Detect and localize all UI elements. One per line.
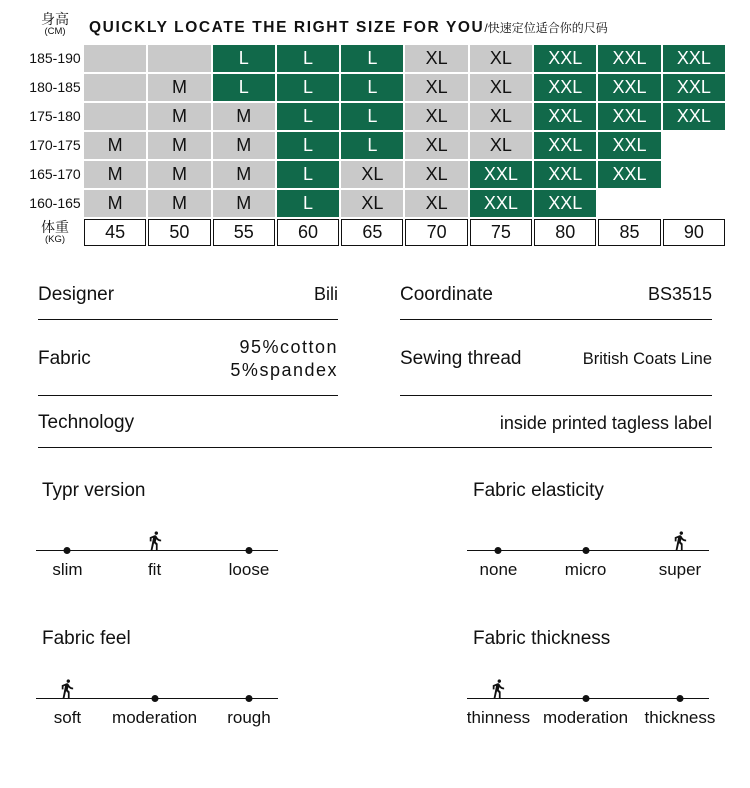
slider-option-label: thickness (644, 708, 716, 728)
size-cell: L (341, 45, 403, 72)
slider-labels (36, 560, 278, 584)
height-range-label: 165-170 (29, 166, 81, 183)
slider-title: Typr version (42, 480, 146, 502)
height-range-label: 175-180 (29, 108, 81, 125)
slider-track (36, 676, 278, 702)
slider-dot (582, 547, 589, 554)
size-cell (598, 190, 660, 217)
spec-coordinate-value: BS3515 (647, 284, 712, 305)
size-chart-section (28, 10, 725, 246)
size-cell: XL (470, 45, 532, 72)
height-range-label: 160-165 (29, 195, 81, 212)
size-cell: XXL (534, 132, 596, 159)
spec-fabric-value-line2: 5%spandex (230, 360, 338, 381)
size-cell (663, 190, 725, 217)
size-cell (663, 132, 725, 159)
size-cell: XXL (470, 161, 532, 188)
size-cell: M (213, 161, 275, 188)
slider-option-label: moderation (543, 708, 629, 728)
size-cell: M (213, 132, 275, 159)
spec-technology-value: inside printed tagless label (499, 412, 712, 433)
size-cell: L (341, 103, 403, 130)
slider-track (36, 528, 278, 554)
size-cell: L (213, 45, 275, 72)
weight-cell: 45 (84, 219, 146, 246)
spec-coordinate (400, 280, 712, 320)
slider-option-label: slim (52, 560, 83, 580)
spec-fabric-value-line1: 95%cotton (239, 336, 338, 357)
size-cell: L (213, 74, 275, 101)
size-cell: XL (405, 132, 467, 159)
size-cell: XXL (663, 103, 725, 130)
weight-cell: 90 (663, 219, 725, 246)
slider-option-label: none (479, 560, 518, 580)
size-grid (28, 45, 725, 246)
size-cell: M (84, 161, 146, 188)
size-cell: L (277, 190, 339, 217)
size-chart-row (28, 190, 725, 217)
size-cell: M (148, 190, 210, 217)
slider-dot (495, 547, 502, 554)
specs-section (38, 280, 712, 449)
size-cell: XXL (534, 190, 596, 217)
size-cell: M (148, 74, 210, 101)
size-cell (84, 103, 146, 130)
size-chart-row (28, 161, 725, 188)
size-cell: XXL (598, 74, 660, 101)
size-cell: XL (470, 74, 532, 101)
weight-cell: 55 (213, 219, 275, 246)
slider-option-label: super (658, 560, 702, 580)
size-cell: XL (470, 103, 532, 130)
weight-cell: 65 (341, 219, 403, 246)
size-cell: L (341, 74, 403, 101)
slider-dot (245, 695, 252, 702)
size-cell: XL (405, 161, 467, 188)
size-cell: XL (341, 190, 403, 217)
spec-designer-label: Designer (38, 283, 115, 305)
slider-dot (64, 547, 71, 554)
spec-sewing-thread-value: British Coats Line (582, 349, 712, 368)
spec-coordinate-label: Coordinate (400, 283, 493, 305)
spec-sewing-thread-label: Sewing thread (400, 348, 522, 370)
size-cell: XXL (663, 74, 725, 101)
size-cell: L (277, 132, 339, 159)
chart-title-en: QUICKLY LOCATE THE RIGHT SIZE FOR YOU (89, 18, 485, 36)
weight-cell: 80 (534, 219, 596, 246)
slider-dot (151, 695, 158, 702)
slider-dot (582, 695, 589, 702)
size-cell: XXL (534, 45, 596, 72)
size-cell: M (148, 161, 210, 188)
size-cell: XXL (534, 103, 596, 130)
weight-cell: 60 (277, 219, 339, 246)
size-cell: XXL (598, 132, 660, 159)
slider-option-label: loose (228, 560, 270, 580)
slider-option-label: rough (227, 708, 271, 728)
spec-sewing-thread (400, 320, 712, 397)
spec-designer (38, 280, 338, 320)
size-cell: XL (405, 74, 467, 101)
spec-technology (38, 396, 712, 448)
spec-designer-value: Bili (313, 284, 338, 305)
size-cell: M (148, 103, 210, 130)
spec-technology-label: Technology (38, 412, 135, 434)
weight-unit-label (28, 219, 82, 246)
size-cell: XL (470, 132, 532, 159)
walking-figure-icon (144, 530, 165, 551)
size-cell: L (277, 103, 339, 130)
weight-unit-cn: 体重 (41, 218, 69, 235)
slider-title: Fabric feel (42, 628, 131, 650)
walking-figure-icon (669, 530, 690, 551)
slider-option-label: soft (53, 708, 82, 728)
slider-typr-version (34, 480, 286, 584)
walking-figure-icon (57, 678, 78, 699)
slider-labels (466, 708, 716, 732)
slider-title: Fabric thickness (473, 628, 611, 650)
weight-cell: 50 (148, 219, 210, 246)
weight-cell: 75 (470, 219, 532, 246)
size-cell: XXL (598, 45, 660, 72)
size-cell: L (277, 74, 339, 101)
slider-fabric-thickness (465, 628, 717, 732)
size-cell: M (84, 132, 146, 159)
size-cell: XL (405, 103, 467, 130)
slider-labels (36, 708, 278, 732)
chart-header (28, 10, 725, 45)
slider-option-label: fit (147, 560, 162, 580)
slider-dot (676, 695, 683, 702)
size-cell (663, 161, 725, 188)
size-chart-row (28, 45, 725, 72)
height-range-label: 170-175 (29, 137, 81, 154)
height-range-label: 180-185 (29, 79, 81, 96)
size-cell: M (213, 190, 275, 217)
size-chart-row (28, 103, 725, 130)
size-cell: XXL (470, 190, 532, 217)
walking-figure-icon (488, 678, 509, 699)
size-cell: M (213, 103, 275, 130)
size-cell (84, 45, 146, 72)
size-cell (84, 74, 146, 101)
chart-title (89, 19, 608, 37)
height-unit-label (28, 12, 82, 37)
height-unit-cn: 身高 (41, 11, 69, 27)
size-chart-row (28, 132, 725, 159)
weight-unit-kg: (KG) (44, 233, 66, 245)
sliders-section (34, 480, 717, 732)
weight-row (28, 219, 725, 246)
weight-cell: 85 (598, 219, 660, 246)
slider-fabric-feel (34, 628, 286, 732)
size-cell: XXL (598, 103, 660, 130)
size-cell: XXL (598, 161, 660, 188)
size-cell: XXL (534, 74, 596, 101)
slider-title: Fabric elasticity (473, 480, 604, 502)
height-range-label: 185-190 (29, 50, 81, 67)
spec-fabric-value (230, 336, 338, 383)
size-cell: XXL (534, 161, 596, 188)
slider-labels (467, 560, 709, 584)
size-cell: L (277, 45, 339, 72)
size-cell: XL (341, 161, 403, 188)
slider-track (467, 676, 709, 702)
slider-track (467, 528, 709, 554)
slider-option-label: micro (564, 560, 607, 580)
size-cell: L (341, 132, 403, 159)
spec-fabric-label: Fabric (38, 348, 91, 370)
slider-option-label: thinness (466, 708, 531, 728)
size-cell: XL (405, 45, 467, 72)
slider-dot (245, 547, 252, 554)
chart-title-cn: /快速定位适合你的尺码 (484, 20, 608, 35)
slider-fabric-elasticity (465, 480, 717, 584)
size-cell: XL (405, 190, 467, 217)
size-cell: M (148, 132, 210, 159)
slider-option-label: moderation (112, 708, 198, 728)
size-chart-row (28, 74, 725, 101)
spec-fabric (38, 320, 338, 397)
size-cell: M (84, 190, 146, 217)
size-cell: L (277, 161, 339, 188)
weight-cell: 70 (405, 219, 467, 246)
size-cell (148, 45, 210, 72)
height-unit-cm: (CM) (44, 25, 66, 37)
size-cell: XXL (663, 45, 725, 72)
